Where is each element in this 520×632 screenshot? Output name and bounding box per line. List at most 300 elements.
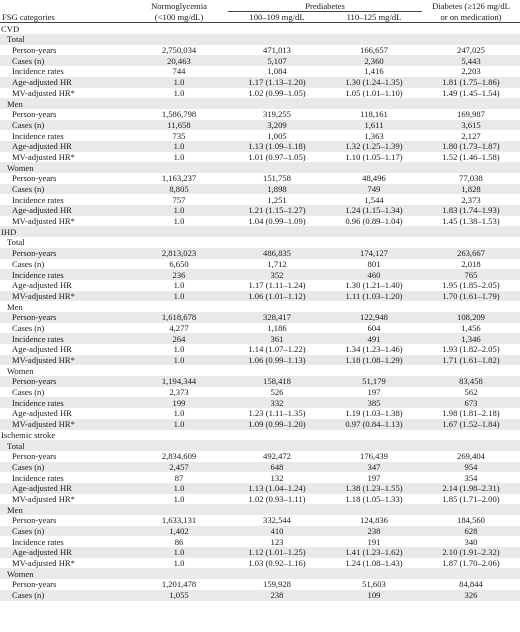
- table-cell: 1.49 (1.45–1.54): [442, 87, 500, 98]
- table-cell: 1,633,131: [161, 515, 197, 526]
- table-cell: [326, 34, 422, 45]
- table-cell: [422, 504, 520, 515]
- table-cell: 1,618,678: [130, 312, 228, 323]
- table-cell: 6,650: [169, 258, 189, 269]
- table-cell: [228, 365, 326, 376]
- table-cell: [130, 23, 228, 34]
- table-cell: 11,658: [130, 120, 228, 131]
- table-cell: [326, 301, 422, 312]
- category-row: [0, 237, 520, 248]
- table-cell: 1.41 (1.23–1.62): [326, 547, 422, 558]
- table-row: [0, 184, 520, 195]
- table-cell: 5,107: [228, 55, 326, 66]
- header-diabetes-range: or on medication): [422, 11, 520, 23]
- category-row: [0, 301, 520, 312]
- table-cell: 319,255: [263, 109, 291, 120]
- table-row: [0, 291, 520, 302]
- table-cell: 1.0: [130, 291, 228, 302]
- table-cell: [130, 98, 228, 109]
- table-cell: 1.0: [130, 355, 228, 366]
- table-cell: 1.0: [173, 87, 185, 98]
- table-cell: [228, 23, 326, 34]
- table-cell: 1.0: [130, 205, 228, 216]
- table-cell: [422, 440, 520, 451]
- row-label: Incidence rates: [0, 397, 130, 408]
- table-cell: 1.14 (1.07–1.22): [248, 344, 306, 355]
- row-label: Incidence rates: [0, 269, 130, 280]
- table-cell: 191: [367, 536, 381, 547]
- table-cell: 2,457: [130, 462, 228, 473]
- table-cell: 2,018: [461, 258, 481, 269]
- table-row: [0, 216, 520, 227]
- table-cell: 199: [130, 397, 228, 408]
- table-row: [0, 205, 520, 216]
- table-cell: 1.83 (1.74–1.93): [422, 205, 520, 216]
- table-cell: 562: [464, 387, 478, 398]
- category-row: [0, 23, 520, 34]
- table-cell: 159,928: [263, 579, 291, 590]
- row-label: Age-adjusted HR: [12, 280, 72, 291]
- row-label: Total: [0, 440, 130, 451]
- table-cell: 1,363: [364, 130, 384, 141]
- row-label: MV-adjusted HR*: [12, 216, 75, 227]
- table-row: [0, 590, 520, 601]
- table-cell: 1.03 (0.92–1.16): [248, 558, 306, 569]
- table-cell: 1,898: [228, 184, 326, 195]
- table-row: [0, 259, 520, 270]
- row-label: Women: [0, 568, 130, 579]
- table-cell: 1.11 (1.03–1.20): [326, 291, 422, 302]
- table-cell: 0.96 (0.89–1.04): [345, 216, 403, 227]
- table-cell: 1.17 (1.11–1.24): [248, 280, 306, 291]
- table-row: [0, 77, 520, 88]
- table-cell: [326, 430, 422, 441]
- table-cell: 1.0: [130, 141, 228, 152]
- row-label: Men: [0, 504, 130, 515]
- category-row: [0, 440, 520, 451]
- header-prediabetes-low: 100–109 mg/dL: [228, 11, 326, 23]
- table-cell: [326, 162, 422, 173]
- table-cell: 1.24 (1.08–1.43): [345, 558, 403, 569]
- table-cell: 1.0: [130, 547, 228, 558]
- table-cell: 1.34 (1.23–1.46): [345, 344, 403, 355]
- table-cell: 1,005: [267, 130, 287, 141]
- table-row: [0, 248, 520, 259]
- row-label: Person-years: [0, 312, 130, 323]
- category-row: [0, 98, 520, 109]
- table-row: [0, 387, 520, 398]
- table-cell: 1,055: [130, 590, 228, 601]
- table-row: [0, 55, 520, 66]
- table-cell: 1.01 (0.97–1.05): [248, 151, 306, 162]
- row-label: Cases (n): [12, 387, 45, 398]
- table-cell: 1.30 (1.24–1.35): [326, 77, 422, 88]
- table-cell: 2,203: [461, 66, 481, 77]
- row-label: Ischemic stroke: [1, 429, 56, 440]
- table-cell: 328,417: [228, 312, 326, 323]
- row-label: Cases (n): [0, 462, 130, 473]
- table-cell: 1.23 (1.11–1.35): [248, 408, 306, 419]
- table-cell: 3,615: [422, 120, 520, 131]
- table-cell: 648: [228, 462, 326, 473]
- category-row: [0, 568, 520, 579]
- table-cell: 264: [130, 333, 228, 344]
- table-row: [0, 333, 520, 344]
- table-cell: 1.0: [173, 280, 185, 291]
- table-cell: 492,472: [263, 451, 291, 462]
- table-cell: 87: [174, 472, 184, 483]
- table-cell: 122,948: [326, 312, 422, 323]
- row-label: Men: [7, 301, 23, 312]
- table-cell: 801: [367, 258, 381, 269]
- table-cell: 1.04 (0.99–1.09): [248, 216, 306, 227]
- table-cell: 48,496: [362, 173, 386, 184]
- table-row: [0, 558, 520, 569]
- table-row: [0, 515, 520, 526]
- table-cell: [422, 98, 520, 109]
- table-cell: 1.06 (1.01–1.12): [228, 291, 326, 302]
- table-cell: 628: [422, 526, 520, 537]
- row-label: Person-years: [12, 451, 57, 462]
- table-cell: 352: [228, 269, 326, 280]
- table-cell: 197: [367, 472, 381, 483]
- table-cell: 491: [326, 333, 422, 344]
- row-label: Person-years: [12, 579, 57, 590]
- table-cell: 1,416: [364, 66, 384, 77]
- table-cell: 1.18 (1.05–1.33): [345, 493, 403, 504]
- table-cell: 340: [464, 536, 478, 547]
- table-cell: 151,758: [263, 173, 291, 184]
- table-row: [0, 408, 520, 419]
- category-row: [0, 162, 520, 173]
- table-cell: [228, 301, 326, 312]
- table-cell: [422, 23, 520, 34]
- table-cell: 326: [422, 590, 520, 601]
- table-cell: [326, 440, 422, 451]
- table-cell: 1.0: [173, 493, 185, 504]
- row-label: Cases (n): [0, 55, 130, 66]
- row-label: Age-adjusted HR: [12, 408, 72, 419]
- table-cell: [326, 23, 422, 34]
- table-cell: 1.0: [130, 77, 228, 88]
- row-label: Cases (n): [0, 184, 130, 195]
- row-label: Age-adjusted HR: [0, 483, 130, 494]
- table-cell: 236: [130, 269, 228, 280]
- table-cell: 1,084: [267, 66, 287, 77]
- category-row: [0, 226, 520, 237]
- table-row: [0, 66, 520, 77]
- row-label: Age-adjusted HR: [12, 344, 72, 355]
- table-cell: 86: [174, 536, 184, 547]
- table-cell: 77,038: [459, 173, 483, 184]
- header-prediabetes: Prediabetes: [228, 0, 422, 11]
- table-cell: 1.06 (0.99–1.13): [228, 355, 326, 366]
- table-cell: [130, 430, 228, 441]
- table-cell: [130, 34, 228, 45]
- table-cell: [130, 504, 228, 515]
- table-cell: 1.98 (1.81–2.18): [442, 408, 500, 419]
- row-label: Person-years: [0, 376, 130, 387]
- row-label: IHD: [0, 226, 130, 237]
- table-cell: 1.0: [173, 408, 185, 419]
- table-cell: 1.87 (1.70–2.06): [442, 558, 500, 569]
- table-cell: [228, 440, 326, 451]
- table-cell: [422, 568, 520, 579]
- table-cell: 526: [270, 387, 284, 398]
- table-cell: 1.0: [173, 558, 185, 569]
- table-cell: 1,402: [130, 526, 228, 537]
- row-label: Age-adjusted HR: [0, 547, 130, 558]
- table-cell: [130, 226, 228, 237]
- table-row: [0, 419, 520, 430]
- table-cell: [326, 365, 422, 376]
- row-label: MV-adjusted HR*: [12, 87, 75, 98]
- table-cell: 332: [228, 397, 326, 408]
- table-cell: [326, 237, 422, 248]
- table-cell: 1.52 (1.46–1.58): [442, 151, 500, 162]
- table-row: [0, 45, 520, 56]
- table-header: [0, 0, 520, 23]
- table-cell: [326, 568, 422, 579]
- table-cell: 749: [326, 184, 422, 195]
- table-cell: 1.81 (1.75–1.86): [422, 77, 520, 88]
- table-row: [0, 109, 520, 120]
- table-cell: 238: [326, 526, 422, 537]
- table-cell: 124,836: [360, 515, 388, 526]
- table-cell: 1.13 (1.09–1.18): [228, 141, 326, 152]
- row-label: Incidence rates: [0, 333, 130, 344]
- category-row: [0, 430, 520, 441]
- table-cell: 1.95 (1.85–2.05): [442, 280, 500, 291]
- table-cell: 332,544: [263, 515, 291, 526]
- table-cell: 83,458: [422, 376, 520, 387]
- table-row: [0, 280, 520, 291]
- row-label: MV-adjusted HR*: [12, 151, 75, 162]
- table-row: [0, 451, 520, 462]
- header-normoglycemia: Normoglycemia: [151, 1, 207, 12]
- table-cell: 1.0: [130, 419, 228, 430]
- table-cell: 1,828: [422, 184, 520, 195]
- table-row: [0, 344, 520, 355]
- row-label: Women: [7, 365, 34, 376]
- table-cell: 166,657: [360, 45, 388, 56]
- table-cell: [326, 504, 422, 515]
- table-cell: 2,813,023: [130, 248, 228, 259]
- table-cell: 673: [422, 397, 520, 408]
- table-cell: 176,439: [360, 451, 388, 462]
- row-label: Person-years: [12, 109, 57, 120]
- table-cell: 158,418: [228, 376, 326, 387]
- table-cell: 604: [367, 322, 381, 333]
- table-cell: 1.09 (0.99–1.20): [228, 419, 326, 430]
- table-cell: 1.02 (0.99–1.05): [248, 87, 306, 98]
- table-cell: [422, 226, 520, 237]
- table-cell: 20,463: [130, 55, 228, 66]
- table-cell: 1.13 (1.04–1.24): [228, 483, 326, 494]
- table-cell: 744: [172, 66, 186, 77]
- table-cell: 1,346: [422, 333, 520, 344]
- table-cell: 269,404: [457, 451, 485, 462]
- table-cell: 109: [326, 590, 422, 601]
- row-label: Person-years: [12, 173, 57, 184]
- table-cell: 118,161: [360, 109, 388, 120]
- row-label: Person-years: [12, 45, 57, 56]
- row-label: MV-adjusted HR*: [0, 419, 130, 430]
- table-cell: 1,586,798: [161, 109, 197, 120]
- row-label: Cases (n): [0, 120, 130, 131]
- table-cell: 1.70 (1.61–1.79): [422, 291, 520, 302]
- table-cell: 3,209: [228, 120, 326, 131]
- table-cell: [422, 301, 520, 312]
- category-row: [0, 365, 520, 376]
- table-cell: 1.19 (1.03–1.38): [345, 408, 403, 419]
- table-cell: 2,373: [169, 387, 189, 398]
- table-row: [0, 141, 520, 152]
- row-label: Cases (n): [0, 590, 130, 601]
- table-cell: 51,603: [362, 579, 386, 590]
- table-cell: 1,611: [326, 120, 422, 131]
- table-cell: [228, 98, 326, 109]
- table-row: [0, 152, 520, 163]
- table-cell: 2,360: [326, 55, 422, 66]
- table-cell: 1.80 (1.73–1.87): [422, 141, 520, 152]
- table-cell: [228, 568, 326, 579]
- table-cell: 2,834,609: [161, 451, 197, 462]
- row-label: Age-adjusted HR: [0, 205, 130, 216]
- category-row: [0, 504, 520, 515]
- table-cell: 1,544: [364, 194, 384, 205]
- table-body: [0, 23, 520, 601]
- table-cell: 1.71 (1.61–1.82): [422, 355, 520, 366]
- table-cell: 1,201,478: [161, 579, 197, 590]
- table-cell: 471,013: [263, 45, 291, 56]
- table-cell: 354: [464, 472, 478, 483]
- table-cell: 1.0: [173, 216, 185, 227]
- row-label: MV-adjusted HR*: [12, 493, 75, 504]
- row-label: Women: [0, 162, 130, 173]
- table-cell: 4,277: [169, 322, 189, 333]
- row-label: MV-adjusted HR*: [0, 355, 130, 366]
- table-cell: 1.30 (1.21–1.40): [345, 280, 403, 291]
- table-cell: 1,186: [267, 322, 287, 333]
- table-cell: 1.12 (1.01–1.25): [228, 547, 326, 558]
- table-cell: [130, 440, 228, 451]
- table-cell: 1.10 (1.05–1.17): [345, 151, 403, 162]
- table-row: [0, 579, 520, 590]
- row-label: Person-years: [0, 248, 130, 259]
- table-row: [0, 88, 520, 99]
- table-cell: [228, 162, 326, 173]
- table-cell: [422, 162, 520, 173]
- table-row: [0, 397, 520, 408]
- table-cell: 1,163,237: [161, 173, 197, 184]
- row-label: Person-years: [12, 515, 57, 526]
- table-cell: 1.05 (1.01–1.10): [345, 87, 403, 98]
- table-cell: 5,443: [422, 55, 520, 66]
- table-cell: 1.24 (1.15–1.34): [326, 205, 422, 216]
- table-cell: 1.0: [130, 483, 228, 494]
- table-row: [0, 194, 520, 205]
- table-row: [0, 269, 520, 280]
- row-label: Incidence rates: [12, 66, 64, 77]
- table-cell: [422, 34, 520, 45]
- table-cell: 0.97 (0.84–1.13): [326, 419, 422, 430]
- table-cell: [422, 237, 520, 248]
- header-prediabetes-high: 110–125 mg/dL: [326, 11, 422, 23]
- header-diabetes: Diabetes (≥126 mg/dL: [432, 1, 510, 12]
- table-cell: 2,750,034: [161, 45, 197, 56]
- table-cell: 2.14 (1.98–2.31): [422, 483, 520, 494]
- row-label: Age-adjusted HR: [0, 77, 130, 88]
- table-cell: 1,456: [461, 322, 481, 333]
- table-cell: 410: [228, 526, 326, 537]
- table-cell: 2,127: [461, 130, 481, 141]
- table-cell: [422, 430, 520, 441]
- table-cell: 460: [326, 269, 422, 280]
- row-label: Cases (n): [12, 258, 45, 269]
- table-row: [0, 472, 520, 483]
- table-cell: [130, 568, 228, 579]
- table-cell: 1,712: [267, 258, 287, 269]
- table-cell: 1.45 (1.38–1.53): [442, 216, 500, 227]
- table-row: [0, 323, 520, 334]
- table-cell: 1.32 (1.25–1.39): [326, 141, 422, 152]
- table-cell: 108,209: [422, 312, 520, 323]
- table-cell: 1.67 (1.52–1.84): [422, 419, 520, 430]
- row-label: Cases (n): [12, 322, 45, 333]
- table-cell: 1.0: [173, 151, 185, 162]
- table-cell: 347: [326, 462, 422, 473]
- table-row: [0, 376, 520, 387]
- table-cell: 1.38 (1.23–1.55): [326, 483, 422, 494]
- header-normoglycemia-range: (<100 mg/dL): [130, 11, 228, 23]
- row-label: Men: [0, 98, 130, 109]
- table-row: [0, 130, 520, 141]
- table-cell: [326, 226, 422, 237]
- table-cell: 385: [326, 397, 422, 408]
- row-label: Incidence rates: [12, 130, 64, 141]
- table-cell: [130, 365, 228, 376]
- table-cell: 954: [422, 462, 520, 473]
- category-row: [0, 34, 520, 45]
- table-cell: [228, 237, 326, 248]
- table-cell: 132: [270, 472, 284, 483]
- table-cell: 123: [270, 536, 284, 547]
- table-cell: 1,251: [267, 194, 287, 205]
- table-row: [0, 120, 520, 131]
- table-cell: 1.02 (0.93–1.11): [248, 493, 306, 504]
- table-cell: 1.0: [173, 344, 185, 355]
- table-cell: 197: [367, 387, 381, 398]
- table-cell: [130, 237, 228, 248]
- table-cell: 765: [422, 269, 520, 280]
- table-cell: 2,373: [461, 194, 481, 205]
- table-cell: 8,805: [130, 184, 228, 195]
- table-cell: 84,844: [459, 579, 483, 590]
- table-cell: 169,987: [457, 109, 485, 120]
- table-cell: [326, 98, 422, 109]
- header-row-top: [0, 0, 520, 11]
- table-row: [0, 536, 520, 547]
- table-cell: 757: [172, 194, 186, 205]
- header-fsg-spacer: [0, 0, 130, 11]
- table-cell: [422, 365, 520, 376]
- table-cell: [130, 162, 228, 173]
- header-row-bottom: [0, 11, 520, 23]
- table-cell: 263,667: [422, 248, 520, 259]
- table-row: [0, 494, 520, 505]
- table-cell: 1.18 (1.08–1.29): [326, 355, 422, 366]
